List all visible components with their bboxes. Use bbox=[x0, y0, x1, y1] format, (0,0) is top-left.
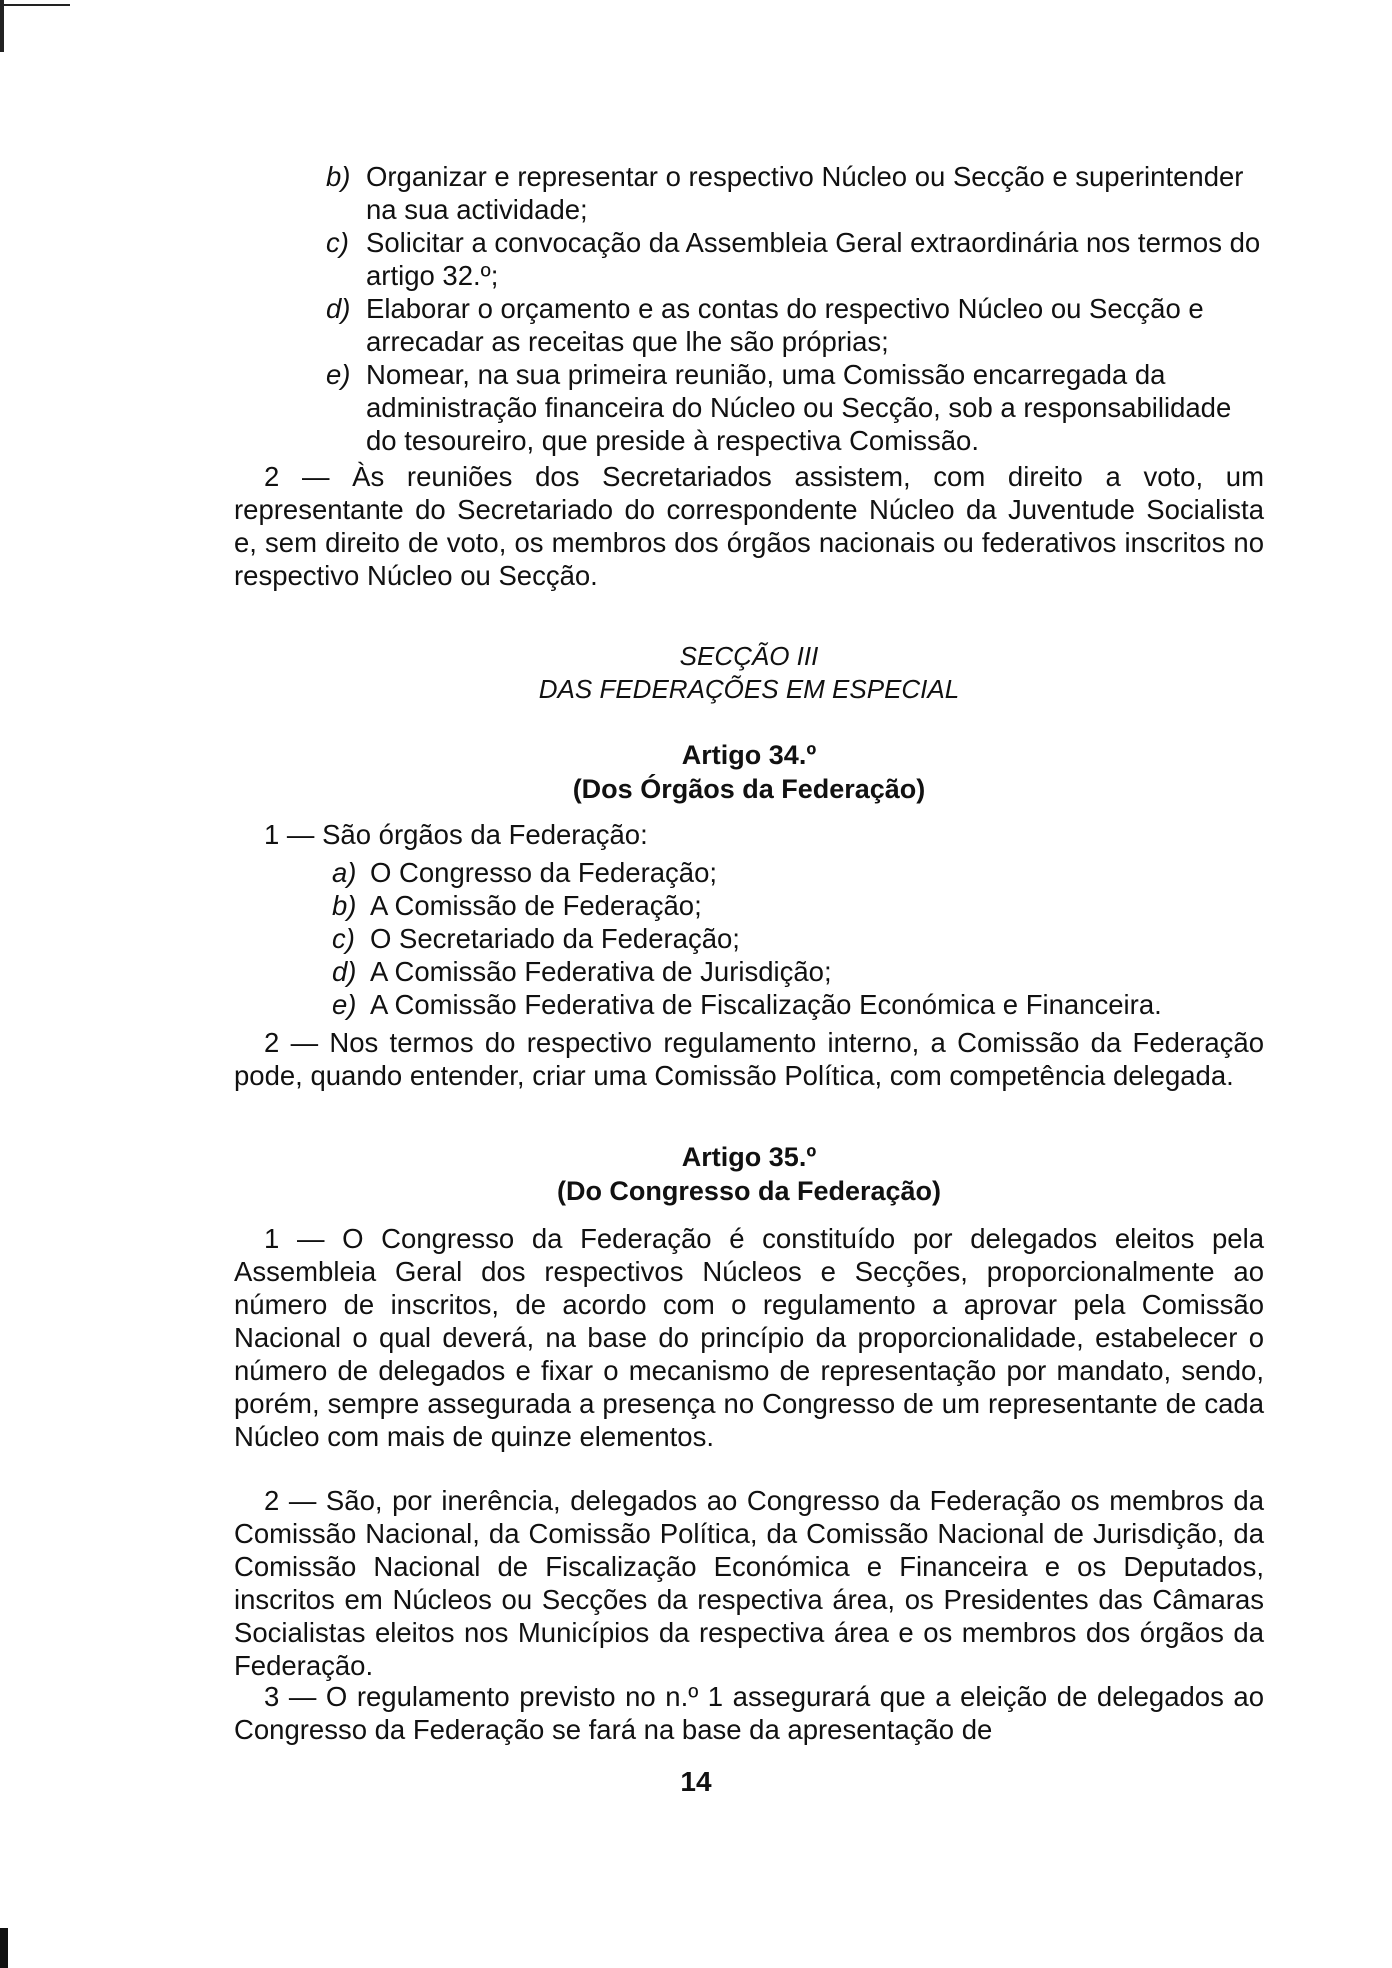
article-35-heading bbox=[234, 1140, 1264, 1208]
list-label: b) bbox=[332, 890, 357, 921]
list-text: A Comissão Federativa de Jurisdição; bbox=[370, 956, 832, 987]
article-subtitle: (Dos Órgãos da Federação) bbox=[572, 774, 926, 804]
list-text: O Secretariado da Federação; bbox=[370, 923, 740, 954]
paragraph: 2 — Às reuniões dos Secretariados assistem, com direito a voto, um representante do Secretariado do correspondente Núcleo da Juventude Socialista e, sem direito de voto, os membros dos órgãos nacionais ou federativos inscritos no respectivo Núcleo ou Secção. bbox=[234, 461, 1264, 591]
paragraph: 2 — São, por inerência, delegados ao Congresso da Federação os membros da Comissão Nacional, da Comissão Política, da Comissão Nacional de Jurisdição, da Comissão Nacional de Fiscalização Económica e Financeira e os Deputados, inscritos em Núcleos ou Secções da respectiva área, os Presidentes das Câmaras Socialistas eleitos nos Municípios da respectiva área e os membros dos órgãos da Federação. bbox=[234, 1485, 1264, 1681]
list-label: e) bbox=[332, 989, 357, 1020]
article-title: Artigo 34.º bbox=[681, 740, 817, 770]
list-label: e) bbox=[326, 359, 351, 390]
list-text: Organizar e representar o respectivo Núcleo ou Secção e superintender na sua actividade; bbox=[366, 161, 1244, 225]
list-text: O Congresso da Federação; bbox=[370, 857, 717, 888]
list-label: d) bbox=[332, 956, 357, 987]
list-label: c) bbox=[332, 923, 355, 954]
list-text: A Comissão Federativa de Fiscalização Económica e Financeira. bbox=[370, 989, 1162, 1020]
section-heading bbox=[234, 640, 1264, 706]
list-item bbox=[234, 358, 1264, 457]
list-item bbox=[234, 922, 1264, 955]
article-subtitle: (Do Congresso da Federação) bbox=[556, 1176, 942, 1206]
list-top bbox=[234, 160, 1264, 457]
list-label: c) bbox=[326, 227, 349, 258]
paragraph: 3 — O regulamento previsto no n.º 1 assegurará que a eleição de delegados ao Congresso da Federação se fará na base da apresentação de bbox=[234, 1681, 1264, 1745]
list-text: A Comissão de Federação; bbox=[370, 890, 702, 921]
list-item bbox=[234, 160, 1264, 226]
list-item bbox=[234, 292, 1264, 358]
list-text: Elaborar o orçamento e as contas do respectivo Núcleo ou Secção e arrecadar as receitas que lhe são próprias; bbox=[366, 293, 1204, 357]
article-34-heading bbox=[234, 738, 1264, 806]
list-item bbox=[234, 856, 1264, 889]
page-number: 14 bbox=[680, 1766, 712, 1797]
list-label: d) bbox=[326, 293, 351, 324]
paragraph: 2 — Nos termos do respectivo regulamento interno, a Comissão da Federação pode, quando entender, criar uma Comissão Política, com competência delegada. bbox=[234, 1027, 1264, 1091]
list-text: Nomear, na sua primeira reunião, uma Comissão encarregada da administração financeira do Núcleo ou Secção, sob a responsabilidade do tesoureiro, que preside à respectiva Comissão. bbox=[366, 359, 1232, 456]
scan-artifact bbox=[0, 1928, 8, 1968]
section-title: DAS FEDERAÇÕES EM ESPECIAL bbox=[538, 674, 960, 704]
list-item bbox=[234, 955, 1264, 988]
list-text: Solicitar a convocação da Assembleia Geral extraordinária nos termos do artigo 32.º; bbox=[366, 227, 1261, 291]
paragraph: 1 — São órgãos da Federação: bbox=[264, 819, 648, 850]
scan-artifact bbox=[0, 4, 70, 6]
section-number: SECÇÃO III bbox=[679, 641, 819, 671]
article-title: Artigo 35.º bbox=[681, 1142, 817, 1172]
paragraph: 1 — O Congresso da Federação é constituído por delegados eleitos pela Assembleia Geral dos respectivos Núcleos e Secções, proporcionalmente ao número de inscritos, de acordo com o regulamento a aprovar pela Comissão Nacional o qual deverá, na base do princípio da proporcionalidade, estabelecer o número de delegados e fixar o mecanismo de representação por mandato, sendo, porém, sempre assegurada a presença no Congresso de um representante de cada Núcleo com mais de quinze elementos. bbox=[234, 1223, 1264, 1452]
list-item bbox=[234, 988, 1264, 1021]
list-label: a) bbox=[332, 857, 357, 888]
list-item bbox=[234, 226, 1264, 292]
list-item bbox=[234, 889, 1264, 922]
list-organs bbox=[234, 856, 1264, 1021]
list-label: b) bbox=[326, 161, 351, 192]
scan-artifact bbox=[0, 0, 4, 52]
